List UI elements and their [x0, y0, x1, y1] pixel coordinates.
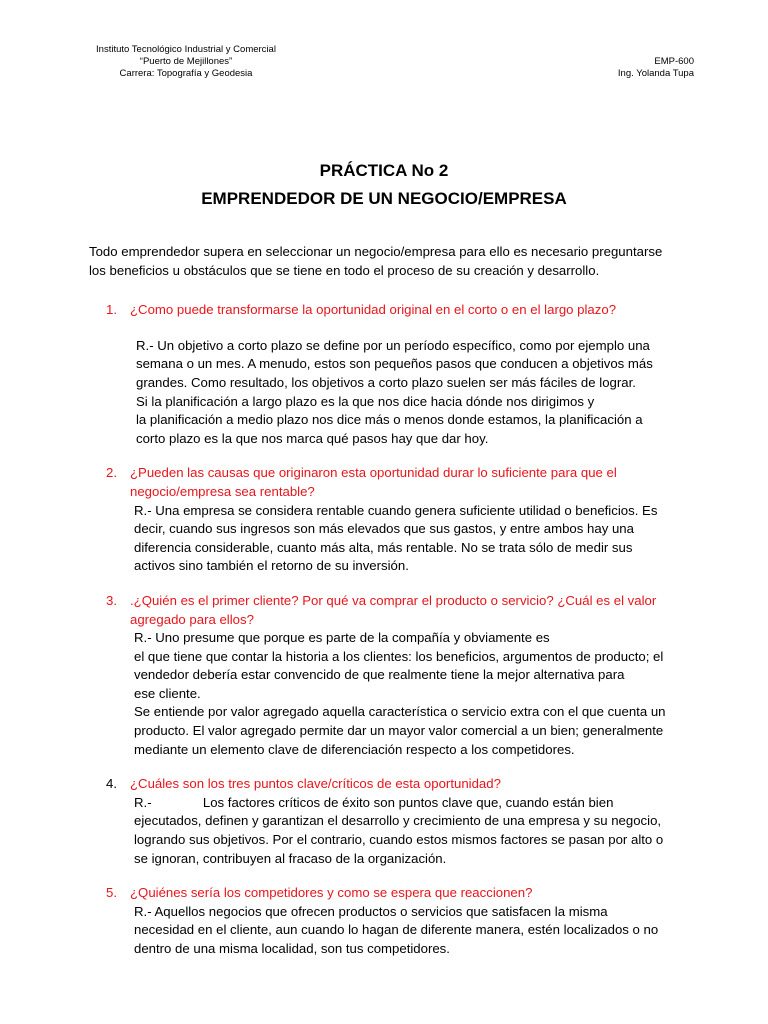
question-number: 3. [106, 592, 117, 608]
answer-line: corto plazo es la que nos marca qué pasos hay que dar hoy. [136, 430, 489, 446]
question-line: ¿Como puede transformarse la oportunidad original en el corto o en el largo plazo? [130, 302, 617, 318]
answer-line: ese cliente. [134, 685, 201, 701]
answer-line: R.- Una empresa se considera rentable cuando genera suficiente utilidad o beneficios. Es [134, 502, 658, 518]
answer-line: R.- Uno presume que porque es parte de la compañía y obviamente es [134, 630, 550, 646]
answer-line: necesidad en el cliente, aun cuando lo hagan de diferente manera, estén localizados o no [134, 922, 659, 938]
answer-line: decir, cuando sus ingresos son más elevados que sus gastos, y entre ambos hay una [134, 521, 634, 537]
instructor-name: Ing. Yolanda Tupa [617, 68, 694, 79]
answer-text [130, 502, 695, 576]
intro-line: Todo emprendedor supera en seleccionar un negocio/empresa para ello es necesario preguntarse [89, 244, 663, 259]
answer-line: mediante un elemento clave de diferenciación respecto a los competidores. [134, 741, 575, 757]
question-number: 5. [106, 885, 117, 901]
question-number: 4. [106, 776, 117, 792]
question-item-1 [89, 301, 695, 448]
answer-line: Si la planificación a largo plazo es la que nos dice hacia dónde nos dirigimos y [136, 393, 595, 409]
question-line: agregado para ellos? [130, 611, 254, 627]
answer-line: R.- Los factores críticos de éxito son puntos clave que, cuando están bien [134, 794, 614, 810]
answer-line: vendedor debería estar convencido de que realmente tiene la mejor alternativa para [134, 667, 625, 683]
course-code: EMP-600 [654, 56, 694, 67]
question-text [130, 301, 695, 320]
institution-name: Instituto Tecnológico Industrial y Comercial [96, 44, 276, 55]
intro-line: los beneficios u obstáculos que se tiene en todo el proceso de su creación y desarrollo. [89, 262, 600, 278]
career-name: Carrera: Topografía y Geodesia [119, 68, 253, 79]
answer-line: la planificación a medio plazo nos dice más o menos donde estamos, la planificación a [136, 412, 643, 428]
answer-line: diferencia considerable, cuanto más alta, más rentable. No se trata sólo de medir sus [134, 539, 633, 555]
institution-header [82, 44, 290, 80]
document-body [89, 243, 695, 959]
question-item-5 [89, 884, 695, 958]
answer-line: activos sino también el retorno de su inversión. [134, 558, 409, 574]
question-line: ¿Cuáles son los tres puntos clave/críticos de esta oportunidad? [130, 776, 501, 792]
answer-line: R.- Aquellos negocios que ofrecen productos o servicios que satisfacen la misma [134, 903, 608, 919]
answer-line: R.- Un objetivo a corto plazo se define por un período específico, como por ejemplo una [136, 337, 650, 353]
intro-paragraph [89, 243, 695, 280]
answer-text [130, 337, 695, 449]
answer-line: logrando sus objetivos. Por el contrario, cuando estos mismos factores se pasan por alto o [134, 832, 664, 848]
course-header [618, 56, 694, 80]
answer-line: semana o un mes. A menudo, estos son pequeños pasos que conducen a objetivos más [136, 356, 653, 372]
answer-line: el que tiene que contar la historia a los clientes: los beneficios, argumentos de producto; el [134, 648, 664, 664]
question-line: ¿Quiénes sería los competidores y como se espera que reaccionen? [130, 885, 533, 901]
question-number: 2. [106, 465, 117, 481]
answer-line: se ignoran, contribuyen al fracaso de la organización. [134, 850, 447, 866]
practice-subtitle: EMPRENDEDOR DE UN NEGOCIO/EMPRESA [201, 189, 567, 208]
question-text [130, 464, 695, 501]
question-line: negocio/empresa sea rentable? [130, 483, 315, 499]
answer-text [130, 903, 695, 959]
question-item-2 [89, 464, 695, 576]
answer-text [130, 629, 695, 759]
question-line: .¿Quién es el primer cliente? Por qué va comprar el producto o servicio? ¿Cuál es el valor [130, 592, 657, 608]
answer-text [130, 794, 695, 868]
question-item-3 [89, 592, 695, 759]
question-number: 1. [106, 302, 117, 318]
question-line: ¿Pueden las causas que originaron esta oportunidad durar lo suficiente para que el [130, 465, 617, 481]
question-text [130, 592, 695, 629]
question-text [130, 884, 695, 903]
answer-line: grandes. Como resultado, los objetivos a corto plazo suelen ser más fáciles de lograr. [136, 374, 636, 390]
answer-line: producto. El valor agregado permite dar un mayor valor comercial a un bien; generalmente [134, 723, 664, 739]
question-item-4 [89, 775, 695, 868]
question-text [130, 775, 695, 794]
practice-title: PRÁCTICA No 2 [319, 161, 449, 180]
answer-line: Se entiende por valor agregado aquella característica o servicio extra con el que cuenta un [134, 704, 666, 720]
answer-line: ejecutados, definen y garantizan el desarrollo y crecimiento de una empresa y su negocio, [134, 813, 662, 829]
answer-line: dentro de una misma localidad, son tus competidores. [134, 941, 450, 956]
institution-location: “Puerto de Mejillones” [139, 56, 233, 67]
